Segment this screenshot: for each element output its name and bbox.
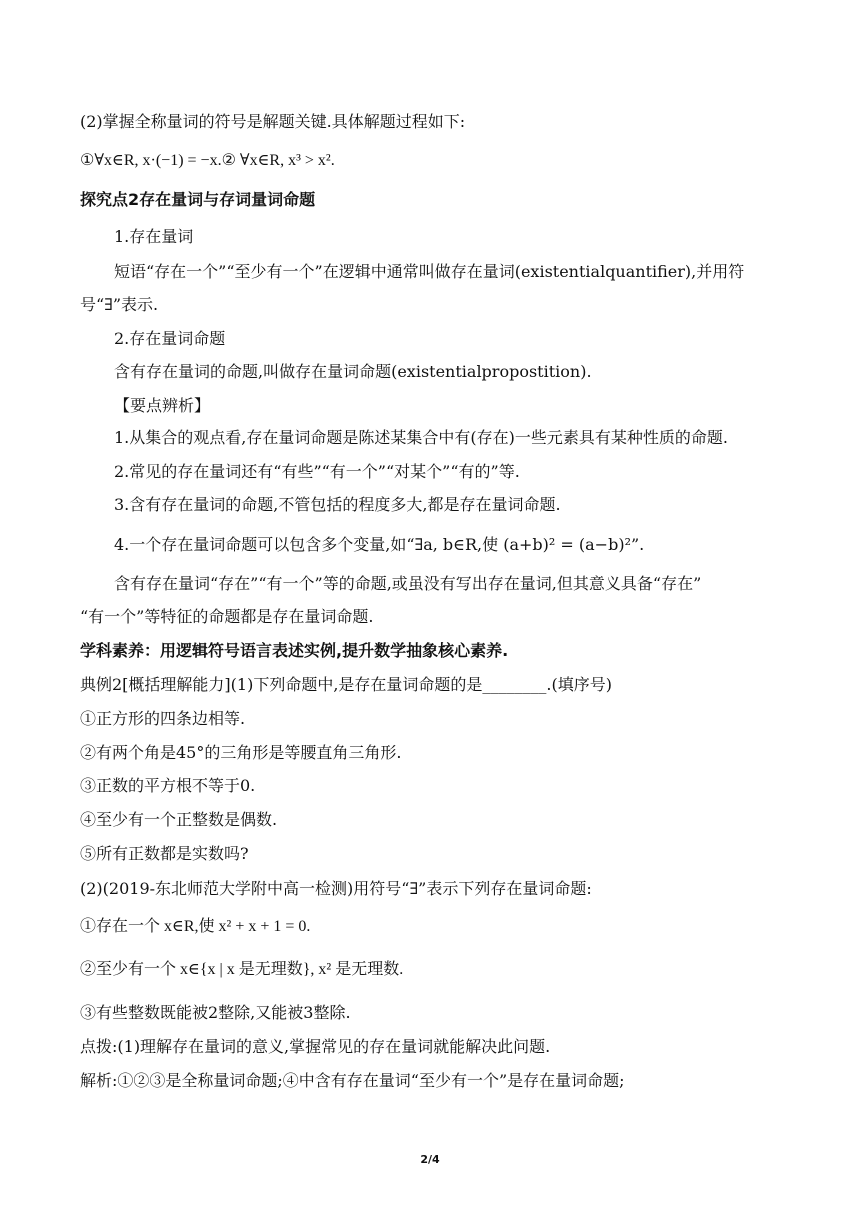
list-item: ②有两个角是45°的三角形是等腰直角三角形.: [80, 743, 402, 762]
text-line: 1.从集合的观点看,存在量词命题是陈述某集合中有(存在)一些元素具有某种性质的命题.: [114, 428, 728, 447]
formula-line: ①存在一个 x∈R,使 x² + x + 1 = 0.: [80, 918, 311, 935]
list-item: ③有些整数既能被2整除,又能被3整除.: [80, 1003, 351, 1022]
text-line: 短语“存在一个”“至少有一个”在逻辑中通常叫做存在量词(existentialquantifier),并用符: [114, 262, 745, 281]
analysis-line: 解析:①②③是全称量词命题;④中含有存在量词“至少有一个”是存在量词命题;: [80, 1071, 625, 1090]
subheading: 【要点辨析】: [114, 396, 211, 415]
text-line: (2)(2019-东北师范大学附中高一检测)用符号“∃”表示下列存在量词命题:: [80, 879, 592, 898]
page-number: 2/4: [420, 1153, 440, 1166]
list-item: ①正方形的四条边相等.: [80, 709, 246, 728]
text-line: 号“∃”表示.: [80, 295, 159, 314]
text-line: 2.常见的存在量词还有“有些”“有一个”“对某个”“有的”等.: [114, 462, 520, 481]
list-item: ⑤所有正数都是实数吗?: [80, 844, 249, 863]
hint-line: 点拨:(1)理解存在量词的意义,掌握常见的存在量词就能解决此问题.: [80, 1037, 551, 1056]
formula-line: 4.一个存在量词命题可以包含多个变量,如“∃a, b∈R,使 (a+b)² = (a−b)²”.: [114, 535, 645, 554]
text-line: 3.含有存在量词的命题,不管包括的程度多大,都是存在量词命题.: [114, 495, 561, 514]
list-item: ③正数的平方根不等于0.: [80, 776, 256, 795]
text-line: 含有存在量词“存在”“有一个”等的命题,或虽没有写出存在量词,但其意义具备“存在”: [114, 574, 702, 593]
text-line: “有一个”等特征的命题都是存在量词命题.: [80, 607, 374, 626]
list-item: ④至少有一个正整数是偶数.: [80, 810, 278, 829]
section-heading: 学科素养：用逻辑符号语言表述实例,提升数学抽象核心素养.: [80, 641, 509, 660]
text-line: 含有存在量词的命题,叫做存在量词命题(existentialpropostition).: [114, 362, 592, 381]
section-heading: 探究点2存在量词与存词量词命题: [80, 190, 316, 209]
example-heading: 典例2[概括理解能力](1)下列命题中,是存在量词命题的是________.(填序号): [80, 675, 612, 694]
text-line: (2)掌握全称量词的符号是解题关键.具体解题过程如下:: [80, 112, 466, 131]
subheading: 2.存在量词命题: [114, 329, 226, 348]
formula-line: ②至少有一个 x∈{x | x 是无理数}, x² 是无理数.: [80, 961, 404, 978]
subheading: 1.存在量词: [114, 227, 194, 246]
formula-line: ①∀x∈R, x·(−1) = −x.② ∀x∈R, x³ > x².: [80, 152, 335, 169]
